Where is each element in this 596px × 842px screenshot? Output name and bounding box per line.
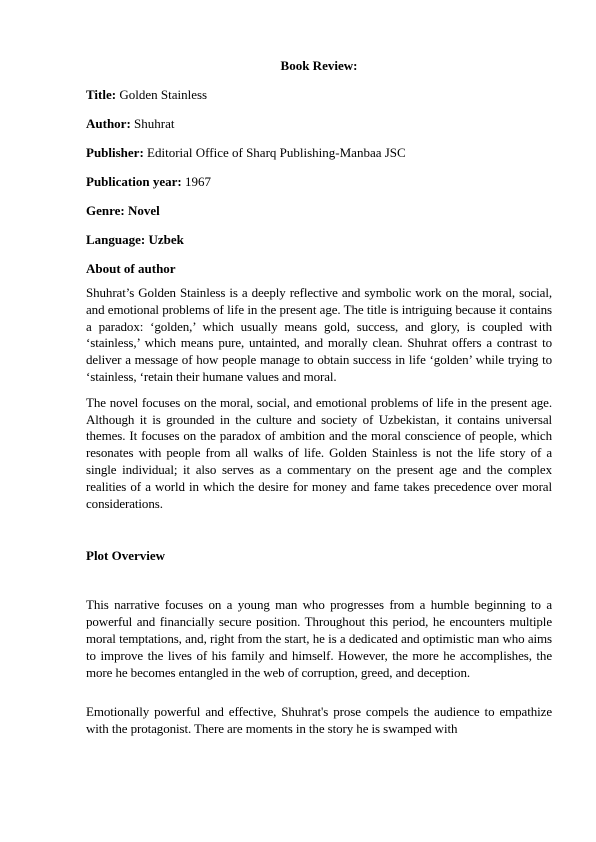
meta-publisher xyxy=(86,144,552,161)
meta-value: Editorial Office of Sharq Publishing-Manbaa JSC xyxy=(147,145,406,160)
meta-value: Uzbek xyxy=(148,232,184,247)
plot-overview-title: Plot Overview xyxy=(86,548,166,564)
document-page xyxy=(86,57,552,747)
meta-title xyxy=(86,86,552,103)
plot-paragraph: This narrative focuses on a young man who progresses from a humble beginning to a powerful and financially secure position. Throughout this period, he encounters multiple moral temptations, and, right from the start, he is a dedicated and optimistic man who aims to improve the lives of his family and himself. However, the more he accomplishes, the more he becomes entangled in the web of corruption, greed, and deception. xyxy=(86,597,552,680)
document-heading: Book Review: xyxy=(280,58,358,73)
meta-label: Language: xyxy=(86,232,146,247)
meta-value: Novel xyxy=(128,203,160,218)
meta-publication-year xyxy=(86,173,552,190)
meta-label: Genre: xyxy=(86,203,125,218)
meta-label: Title: xyxy=(86,87,117,102)
meta-label: Publication year: xyxy=(86,174,182,189)
meta-label: Publisher: xyxy=(86,145,144,160)
plot-paragraph: Emotionally powerful and effective, Shuhrat's prose compels the audience to empathize with the protagonist. There are moments in the story he is swamped with xyxy=(86,704,552,737)
meta-language xyxy=(86,231,552,248)
meta-label: Author: xyxy=(86,116,131,131)
spacer xyxy=(86,690,552,704)
about-paragraph: The novel focuses on the moral, social, and emotional problems of life in the present age. Although it is grounded in the culture and society of Uzbekistan, it contains universal themes. It focuses on the paradox of ambition and the moral conscience of people, which resonates with people from all walks of life. Golden Stainless is not the life story of a single individual; it also serves as a commentary on the present age and the complex realities of a world in which the desire for money and fame takes precedence over moral considerations. xyxy=(86,394,552,511)
book-metadata xyxy=(86,86,552,248)
meta-author xyxy=(86,115,552,132)
meta-value: Golden Stainless xyxy=(119,87,208,102)
meta-value: 1967 xyxy=(184,174,211,189)
meta-genre xyxy=(86,202,552,219)
meta-value: Shuhrat xyxy=(134,116,175,131)
spacer xyxy=(86,572,552,597)
about-paragraph: Shuhrat’s Golden Stainless is a deeply reflective and symbolic work on the moral, social, and emotional problems of life in the present age. The title is intriguing because it contains a paradox: ‘golden,’ which usually means gold, success, and glory, is coupled with ‘stainless,’ which means pure, untainted, and morally clean. Shuhrat offers a contrast to deliver a message of how people manage to obtain success in life ‘golden’ while trying to ‘stainless, ‘retain their humane values and moral. xyxy=(86,285,552,384)
about-author-title: About of author xyxy=(86,261,176,276)
spacer xyxy=(86,521,552,547)
